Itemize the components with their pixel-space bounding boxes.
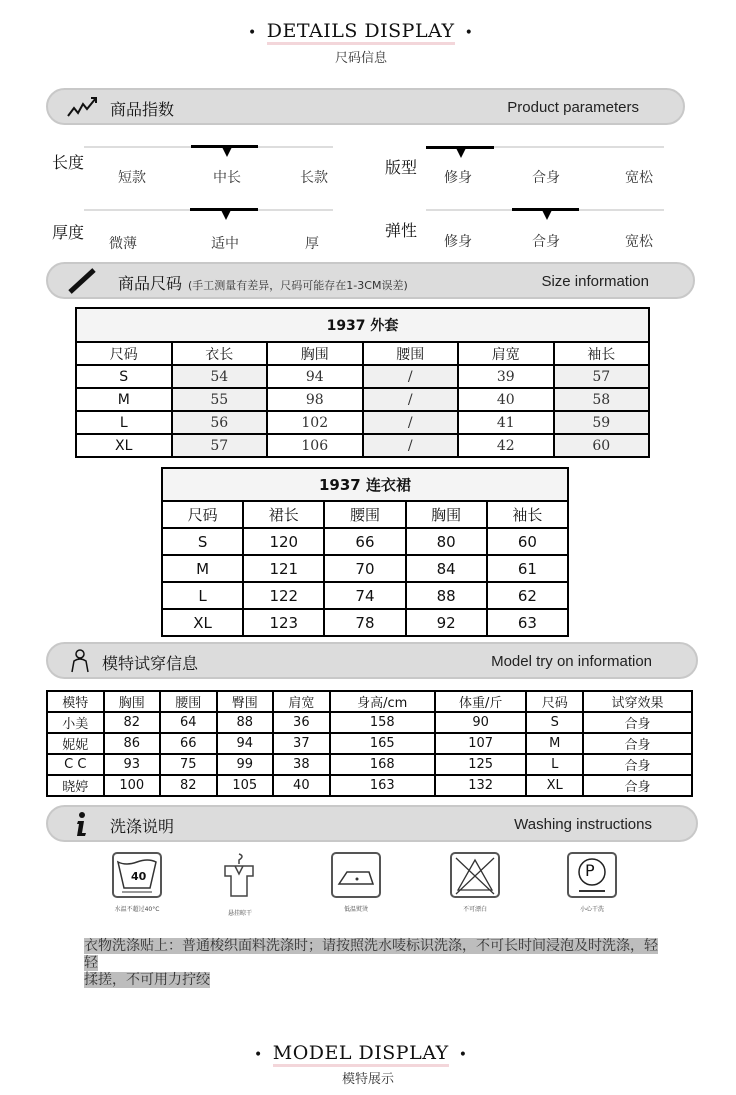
iron-low-icon (331, 852, 381, 898)
table-cell: 70 (324, 555, 405, 582)
param-label: 厚度 (52, 223, 85, 242)
table-cell: / (363, 411, 459, 434)
table-cell: 165 (330, 733, 435, 754)
table-cell: 42 (458, 434, 554, 457)
section-title-en: Washing instructions (514, 816, 652, 833)
table-cell: / (363, 365, 459, 388)
header-cell: 尺码 (526, 691, 583, 712)
table-cell: 122 (243, 582, 324, 609)
table-row (162, 528, 568, 555)
table-cell: 合身 (583, 712, 692, 733)
table-cell: XL (76, 434, 172, 457)
table-header (76, 342, 649, 365)
wash-icon-item (445, 852, 505, 913)
header-cell: 胸围 (406, 501, 487, 528)
table-cell: 94 (267, 365, 363, 388)
table-row (162, 555, 568, 582)
table-cell: 132 (435, 775, 527, 796)
wash-label: 低温熨烫 (343, 906, 368, 913)
header-cell: 胸围 (267, 342, 363, 365)
param-option: 适中 (211, 236, 239, 252)
table-cell: 66 (160, 733, 217, 754)
table-cell: 61 (487, 555, 568, 582)
table-cell: 163 (330, 775, 435, 796)
table-row (47, 733, 692, 754)
header-cell: 尺码 (76, 342, 172, 365)
table-cell: 60 (487, 528, 568, 555)
table-row (76, 434, 649, 457)
no-bleach-icon (450, 852, 500, 898)
section-bar-wash (46, 805, 698, 842)
table-cell: / (363, 434, 459, 457)
table-row (76, 388, 649, 411)
table-cell: 59 (554, 411, 650, 434)
header-cell: 臀围 (217, 691, 274, 712)
table-row (47, 775, 692, 796)
table-cell: 84 (406, 555, 487, 582)
table-row (47, 754, 692, 775)
param-option: 宽松 (625, 234, 653, 250)
header-cell: 腰围 (363, 342, 459, 365)
title-en: MODEL DISPLAY (273, 1042, 449, 1067)
header-cell: 袖长 (487, 501, 568, 528)
wash-icon-item (562, 852, 622, 913)
table-cell: 102 (267, 411, 363, 434)
table-cell: 63 (487, 609, 568, 636)
param-option: 修身 (444, 170, 472, 186)
section-title-text: 商品尺码 (118, 274, 183, 293)
table-cell: 75 (160, 754, 217, 775)
header-cell: 裙长 (243, 501, 324, 528)
param-option: 中长 (213, 170, 241, 186)
info-icon (66, 811, 100, 837)
pointer-icon (222, 147, 232, 157)
header-cell: 试穿效果 (583, 691, 692, 712)
table-cell: 小美 (47, 712, 104, 733)
header-cell: 体重/斤 (435, 691, 527, 712)
table-cell: 晓婷 (47, 775, 104, 796)
dry-clean-letter: P (585, 861, 595, 880)
wash-icon-item (107, 852, 167, 913)
param-label: 弹性 (385, 221, 418, 240)
table-cell: 94 (217, 733, 274, 754)
param-label: 版型 (385, 158, 418, 177)
section-title-cn (118, 271, 408, 294)
table-cell: 55 (172, 388, 268, 411)
dot: • (464, 25, 474, 41)
table-cell: 56 (172, 411, 268, 434)
table-cell: 120 (243, 528, 324, 555)
table-cell: 37 (273, 733, 330, 754)
table-cell: S (526, 712, 583, 733)
table-row (162, 582, 568, 609)
ruler-icon (66, 268, 100, 294)
wash-40-icon (112, 852, 162, 898)
washing-instructions-text (84, 938, 659, 989)
param-option: 微薄 (109, 236, 137, 252)
wash-label: 小心干洗 (579, 906, 604, 913)
table-cell: 123 (243, 609, 324, 636)
table-cell: 60 (554, 434, 650, 457)
table-cell: 39 (458, 365, 554, 388)
table-cell: 合身 (583, 754, 692, 775)
table-row (47, 712, 692, 733)
param-option: 宽松 (625, 170, 653, 186)
temperature-text: 40 (131, 870, 147, 883)
table-cell: 86 (104, 733, 161, 754)
wash-text-line: 衣物洗涤贴上：普通梭织面料洗涤时；请按照洗水唛标识洗涤，不可长时间浸泡及时洗涤，轻轻 (84, 938, 658, 971)
table-cell: L (76, 411, 172, 434)
wash-label: 不可漂白 (462, 906, 487, 913)
section-title-en: Product parameters (507, 99, 639, 116)
table-cell: 74 (324, 582, 405, 609)
table-cell: M (76, 388, 172, 411)
table-row (76, 365, 649, 388)
table-cell: L (526, 754, 583, 775)
table-cell: 62 (487, 582, 568, 609)
table-cell: 100 (104, 775, 161, 796)
table-cell: 99 (217, 754, 274, 775)
param-label: 长度 (52, 153, 85, 172)
table-cell: 38 (273, 754, 330, 775)
wash-text-line: 揉搓，不可用力拧绞 (84, 972, 210, 988)
table-title: 1937 外套 (76, 308, 649, 342)
person-icon (66, 648, 100, 674)
table-cell: 121 (243, 555, 324, 582)
section-title-cn: 商品指数 (110, 100, 175, 119)
table-cell: M (526, 733, 583, 754)
table-cell: L (162, 582, 243, 609)
hang-dry-icon (215, 852, 265, 902)
coat-size-table (75, 307, 650, 458)
table-cell: XL (526, 775, 583, 796)
table-cell: 36 (273, 712, 330, 733)
model-display-subtitle: 模特展示 (342, 1072, 395, 1087)
header-cell: 肩宽 (458, 342, 554, 365)
table-cell: M (162, 555, 243, 582)
table-cell: 158 (330, 712, 435, 733)
table-cell: S (76, 365, 172, 388)
table-cell: 54 (172, 365, 268, 388)
table-cell: 88 (406, 582, 487, 609)
wash-label: 悬挂晾干 (227, 910, 252, 917)
section-title-cn: 模特试穿信息 (102, 654, 199, 673)
section-title-cn: 洗涤说明 (110, 817, 175, 836)
dry-clean-icon (567, 852, 617, 898)
table-cell: 107 (435, 733, 527, 754)
dress-size-table (161, 467, 569, 637)
table-row (162, 609, 568, 636)
header-cell: 衣长 (172, 342, 268, 365)
table-cell: 106 (267, 434, 363, 457)
table-cell: 92 (406, 609, 487, 636)
pointer-icon (542, 210, 552, 220)
table-cell: 合身 (583, 775, 692, 796)
table-header (162, 501, 568, 528)
details-subtitle: 尺码信息 (335, 51, 388, 66)
table-cell: 40 (458, 388, 554, 411)
table-cell: / (363, 388, 459, 411)
wash-icon-item (326, 852, 386, 913)
table-cell: 41 (458, 411, 554, 434)
model-display-title (244, 1042, 477, 1064)
param-option: 修身 (444, 234, 472, 250)
header-cell: 胸围 (104, 691, 161, 712)
trend-chart-icon (66, 94, 100, 120)
table-title: 1937 连衣裙 (162, 468, 568, 501)
details-display-title (238, 20, 483, 42)
table-cell: 66 (324, 528, 405, 555)
param-option: 厚 (305, 236, 319, 252)
section-bar-model (46, 642, 698, 679)
dot: • (458, 1047, 468, 1063)
table-cell: XL (162, 609, 243, 636)
table-cell: 57 (554, 365, 650, 388)
header-cell: 模特 (47, 691, 104, 712)
table-cell: 合身 (583, 733, 692, 754)
wash-icon-item (210, 852, 270, 917)
table-cell: 妮妮 (47, 733, 104, 754)
table-cell: 58 (554, 388, 650, 411)
table-cell: 80 (406, 528, 487, 555)
table-cell: 90 (435, 712, 527, 733)
table-cell: 168 (330, 754, 435, 775)
section-bar-params (46, 88, 685, 125)
table-cell: 82 (160, 775, 217, 796)
header-cell: 腰围 (160, 691, 217, 712)
dot: • (248, 25, 257, 41)
section-bar-size (46, 262, 695, 299)
model-table (46, 690, 693, 797)
wash-label: 水温不超过40°C (114, 906, 160, 913)
header-cell: 腰围 (324, 501, 405, 528)
table-cell: 64 (160, 712, 217, 733)
header-cell: 袖长 (554, 342, 650, 365)
table-cell: 125 (435, 754, 527, 775)
param-option: 合身 (532, 234, 560, 250)
table-cell: 82 (104, 712, 161, 733)
measurement-note: (手工测量有差异，尺码可能存在1-3CM误差) (188, 279, 408, 292)
pointer-icon (456, 148, 466, 158)
table-cell: 98 (267, 388, 363, 411)
pointer-icon (221, 210, 231, 220)
table-row (76, 411, 649, 434)
table-cell: 40 (273, 775, 330, 796)
table-cell: 93 (104, 754, 161, 775)
table-cell: 57 (172, 434, 268, 457)
param-option: 长款 (300, 170, 328, 186)
table-cell: 88 (217, 712, 274, 733)
table-header (47, 691, 692, 712)
dot: • (254, 1047, 263, 1063)
header-cell: 肩宽 (273, 691, 330, 712)
table-cell: 105 (217, 775, 274, 796)
param-option: 合身 (532, 170, 560, 186)
table-cell: 78 (324, 609, 405, 636)
section-title-en: Size information (541, 273, 649, 290)
table-cell: S (162, 528, 243, 555)
table-cell: C C (47, 754, 104, 775)
param-option: 短款 (118, 170, 146, 186)
header-cell: 尺码 (162, 501, 243, 528)
title-en: DETAILS DISPLAY (267, 20, 455, 45)
section-title-en: Model try on information (491, 653, 652, 670)
header-cell: 身高/cm (330, 691, 435, 712)
